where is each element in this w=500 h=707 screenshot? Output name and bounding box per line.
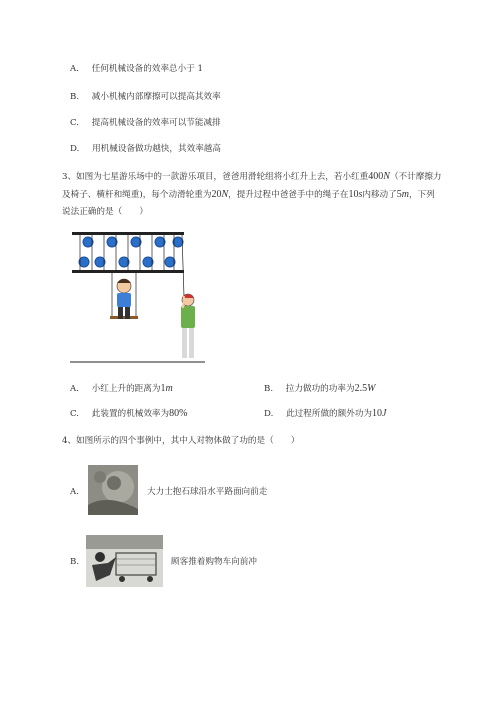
top-beam bbox=[72, 232, 184, 235]
q4-option-b-caption: 顾客推着购物车向前冲 bbox=[171, 557, 257, 567]
option-text: 此过程所做的额外功为 bbox=[286, 409, 373, 419]
strongman-stone-photo bbox=[88, 465, 138, 515]
option-text: 用机械设备做功越快，其效率越高 bbox=[92, 144, 221, 154]
q3-value: 400 bbox=[368, 171, 384, 182]
q3-text: 3、如图为七星游乐场中的一款游乐项目，爸爸用滑轮组将小红升上去，若小红重 bbox=[62, 172, 369, 182]
q4-option-a-letter: A. bbox=[70, 487, 79, 497]
option-unit: W bbox=[367, 383, 376, 394]
option-unit: m bbox=[165, 383, 173, 394]
q3-text: （不计摩擦力 bbox=[389, 172, 442, 182]
q3-unit: N bbox=[383, 171, 390, 182]
q3-value: 10 bbox=[348, 189, 359, 200]
q3-stem bbox=[62, 168, 482, 221]
child-figure bbox=[117, 279, 131, 319]
q4-stem: 4、如图所示的四个事例中，其中人对物体做了功的是（ ） bbox=[62, 436, 300, 446]
q3-line-2 bbox=[62, 186, 482, 204]
father-figure bbox=[181, 294, 195, 358]
option-letter: D. bbox=[70, 144, 80, 154]
q3-value: 20 bbox=[211, 189, 222, 200]
option-text: 此装置的机械效率为 bbox=[91, 409, 170, 419]
pulley-row-bottom bbox=[79, 257, 175, 267]
option-text: 拉力做功的功率为 bbox=[285, 384, 355, 394]
q3-line-3: 说法正确的是（ ） bbox=[62, 207, 148, 217]
option-letter: A. bbox=[70, 384, 79, 394]
option-value: 80% bbox=[169, 408, 188, 419]
q3-text: ，提升过程中爸爸手中的绳子在 bbox=[228, 190, 349, 200]
option-value: 10 bbox=[372, 408, 383, 419]
pulley-row-top bbox=[83, 237, 183, 247]
option-value: 2.5 bbox=[354, 383, 368, 394]
q2-option-b bbox=[70, 91, 221, 103]
option-text: 提高机械设备的效率可以节能减排 bbox=[91, 118, 221, 128]
option-text: 减小机械内部摩擦可以提高其效率 bbox=[91, 92, 221, 102]
q2-option-c bbox=[70, 117, 221, 129]
q2-option-a bbox=[70, 63, 203, 75]
option-letter: C. bbox=[70, 409, 80, 419]
option-letter: D. bbox=[264, 409, 274, 419]
q3-unit: s bbox=[358, 189, 363, 200]
option-text: 小红上升的距离为 bbox=[91, 384, 161, 394]
shopping-cart-photo bbox=[86, 535, 163, 587]
q3-text: ，下列 bbox=[408, 190, 435, 200]
q3-value: 5 bbox=[396, 189, 402, 200]
q3-option-a bbox=[70, 383, 173, 395]
option-letter: A. bbox=[70, 64, 79, 74]
q2-option-d bbox=[70, 143, 221, 155]
q3-option-c bbox=[70, 408, 187, 420]
q3-option-d bbox=[264, 408, 386, 420]
q3-unit: N bbox=[221, 189, 229, 200]
option-value: 1 bbox=[160, 383, 166, 394]
ropes bbox=[80, 235, 184, 318]
q3-text: 内移动了 bbox=[362, 190, 397, 200]
option-unit: J bbox=[382, 408, 387, 419]
option-letter: B. bbox=[70, 92, 80, 102]
q3-line-1 bbox=[62, 168, 482, 186]
q3-text: 及椅子、横杆和绳重)，每个动滑轮重为 bbox=[62, 190, 212, 200]
q3-unit: m bbox=[401, 189, 409, 200]
pulley-swing-figure bbox=[70, 226, 205, 366]
q4-option-b-letter: B. bbox=[70, 557, 80, 567]
q3-option-b bbox=[264, 383, 375, 395]
option-letter: B. bbox=[264, 384, 274, 394]
lower-beam bbox=[72, 270, 184, 273]
swing-seat bbox=[110, 316, 138, 319]
option-letter: C. bbox=[70, 118, 80, 128]
q4-option-a-caption: 大力士抱石球沿水平路面向前走 bbox=[147, 487, 268, 497]
option-text: 任何机械设备的效率总小于 1 bbox=[91, 64, 204, 74]
